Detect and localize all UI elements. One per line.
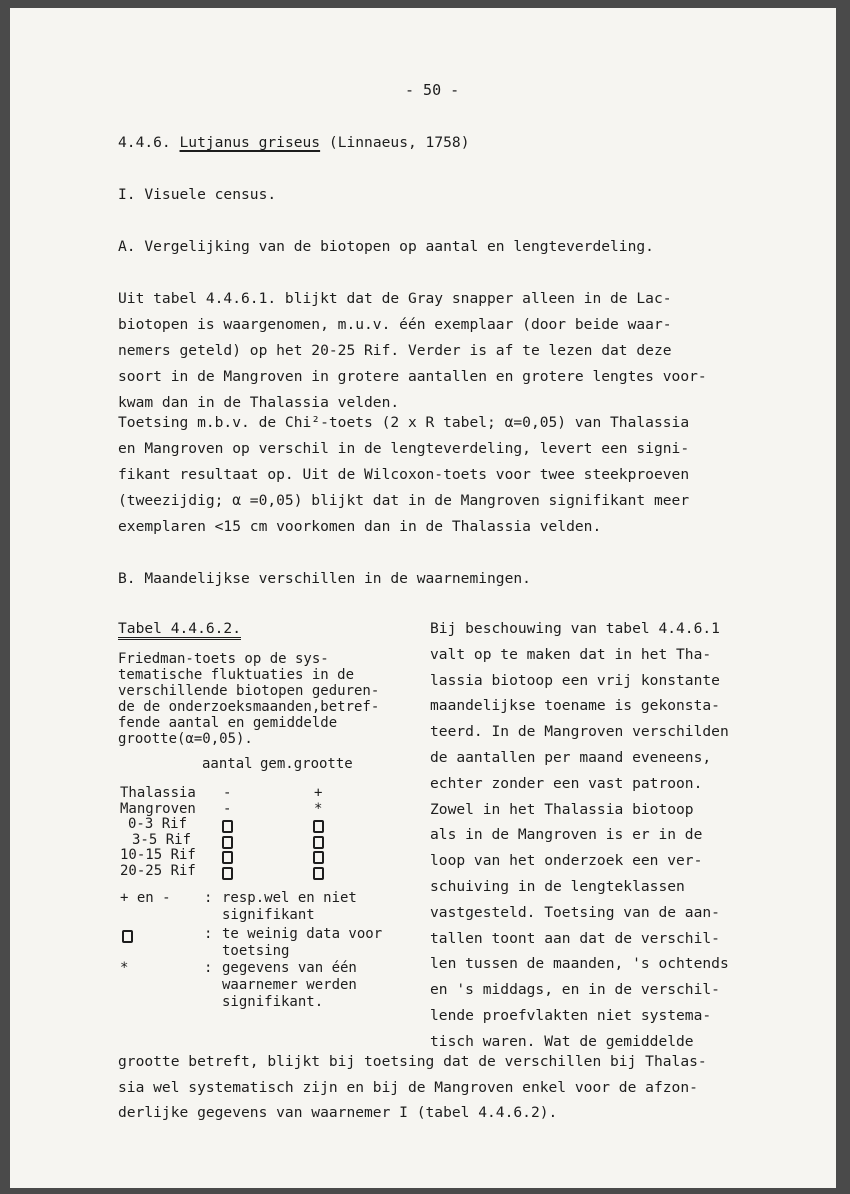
section-title-B: B. Maandelijkse verschillen in de waarnemingen. xyxy=(118,570,531,587)
insufficient-data-box-icon xyxy=(313,836,324,849)
legend-separator: : xyxy=(204,890,213,906)
paragraph-line: teerd. In de Mangroven verschilden xyxy=(430,723,729,741)
paragraph-line: nemers geteld) op het 20-25 Rif. Verder is af te lezen dat deze xyxy=(118,342,672,359)
table-cell-symbol: - xyxy=(223,800,232,817)
paragraph-line: soort in de Mangroven in grotere aantallen en grotere lengtes voor- xyxy=(118,368,707,385)
paragraph-line: als in de Mangroven is er in de xyxy=(430,826,703,844)
section-title-A: A. Vergelijking van de biotopen op aantal en lengteverdeling. xyxy=(118,238,654,255)
paragraph-line: vastgesteld. Toetsing van de aan- xyxy=(430,903,720,921)
paragraph-line: derlijke gegevens van waarnemer I (tabel 4.4.6.2). xyxy=(118,1104,558,1121)
table-cell-symbol: - xyxy=(223,785,232,801)
insufficient-data-box-icon xyxy=(222,851,233,864)
legend-symbol: + en - xyxy=(120,890,171,906)
table-title xyxy=(118,622,241,637)
paragraph-line: kwam dan in de Thalassia velden. xyxy=(118,394,400,411)
paragraph-line: Zowel in het Thalassia biotoop xyxy=(430,800,694,818)
paragraph-line: Bij beschouwing van tabel 4.4.6.1 xyxy=(430,620,720,637)
legend-text: gegevens van één xyxy=(222,960,357,976)
table-caption-line: Friedman-toets op de sys- xyxy=(118,651,329,667)
table-row-label: Thalassia xyxy=(120,785,196,801)
document-page xyxy=(10,8,836,1188)
section-title-I: I. Visuele census. xyxy=(118,186,277,203)
insufficient-data-box-icon xyxy=(313,820,324,833)
paragraph-line: Uit tabel 4.4.6.1. blijkt dat de Gray snapper alleen in de Lac- xyxy=(118,290,672,307)
paragraph-line: echter zonder een vast patroon. xyxy=(430,774,703,792)
legend-separator: : xyxy=(204,960,213,976)
paragraph-line: maandelijkse toename is gekonsta- xyxy=(430,697,720,715)
paragraph-line: sia wel systematisch zijn en bij de Mangroven enkel voor de afzon- xyxy=(118,1078,698,1096)
paragraph-line: grootte betreft, blijkt bij toetsing dat de verschillen bij Thalas- xyxy=(118,1053,707,1070)
paragraph-line: lende proefvlakten niet systema- xyxy=(430,1007,712,1024)
species-authority: (Linnaeus, 1758) xyxy=(328,134,470,151)
heading-number: 4.4.6. xyxy=(118,134,171,151)
paragraph-line: exemplaren <15 cm voorkomen dan in de Thalassia velden. xyxy=(118,518,602,535)
legend-text: resp.wel en niet xyxy=(222,890,357,906)
paragraph-line: tallen toont aan dat de verschil- xyxy=(430,929,720,947)
paragraph-line: len tussen de maanden, 's ochtends xyxy=(430,955,729,973)
paragraph-line: schuiving in de lengteklassen xyxy=(430,878,685,895)
paragraph-line: tisch waren. Wat de gemiddelde xyxy=(430,1032,694,1050)
paragraph-line: biotopen is waargenomen, m.u.v. één exemplaar (door beide waar- xyxy=(118,316,672,333)
table-caption-line: tematische fluktuaties in de xyxy=(118,667,355,683)
legend-text: te weinig data voor xyxy=(222,926,383,942)
paragraph-line: de aantallen per maand eveneens, xyxy=(430,749,712,766)
column-header-aantal: aantal xyxy=(202,756,253,772)
legend-symbol: * xyxy=(120,960,129,976)
table-cell-symbol: + xyxy=(314,785,323,801)
table-row-label: 20-25 Rif xyxy=(120,863,196,879)
paragraph-line: lassia biotoop een vrij konstante xyxy=(430,671,720,689)
paragraph-line: loop van het onderzoek een ver- xyxy=(430,852,703,870)
insufficient-data-box-icon xyxy=(222,836,233,849)
paragraph-line: en 's middags, en in de verschil- xyxy=(430,981,720,999)
insufficient-data-box-icon xyxy=(222,820,233,833)
species-name: Lutjanus griseus xyxy=(179,134,321,151)
legend-text: signifikant. xyxy=(222,994,324,1010)
paragraph-line: en Mangroven op verschil in de lengteverdeling, levert een signi- xyxy=(118,440,690,457)
table-row-label: 3-5 Rif xyxy=(132,831,192,848)
table-caption-line: de de onderzoeksmaanden,betref- xyxy=(118,699,380,715)
table-cell-symbol: * xyxy=(314,800,323,817)
legend-text: waarnemer werden xyxy=(222,977,357,993)
paragraph-line: valt op te maken dat in het Tha- xyxy=(430,645,712,663)
legend-text: signifikant xyxy=(222,907,315,923)
legend-box-icon xyxy=(122,930,133,943)
legend-text: toetsing xyxy=(222,943,290,959)
paragraph-line: (tweezijdig; α =0,05) blijkt dat in de Mangroven signifikant meer xyxy=(118,492,690,509)
table-caption-line: fende aantal en gemiddelde xyxy=(118,715,338,731)
insufficient-data-box-icon xyxy=(313,867,324,880)
insufficient-data-box-icon xyxy=(222,867,233,880)
paragraph-line: fikant resultaat op. Uit de Wilcoxon-toets voor twee steekproeven xyxy=(118,466,690,483)
table-row-label: 10-15 Rif xyxy=(120,847,196,864)
table-caption-line: verschillende biotopen geduren- xyxy=(118,683,380,699)
table-title-text: Tabel 4.4.6.2. xyxy=(118,620,241,640)
column-header-gem-grootte: gem.grootte xyxy=(260,756,353,772)
legend-separator: : xyxy=(204,926,213,942)
table-row-label: 0-3 Rif xyxy=(128,816,188,833)
table-caption-line: grootte(α=0,05). xyxy=(118,731,253,747)
paragraph-line: Toetsing m.b.v. de Chi²-toets (2 x R tabel; α=0,05) van Thalassia xyxy=(118,414,690,431)
table-row-label: Mangroven xyxy=(120,800,196,817)
page-number: - 50 - xyxy=(405,81,460,99)
insufficient-data-box-icon xyxy=(313,851,324,864)
section-heading xyxy=(118,136,470,151)
